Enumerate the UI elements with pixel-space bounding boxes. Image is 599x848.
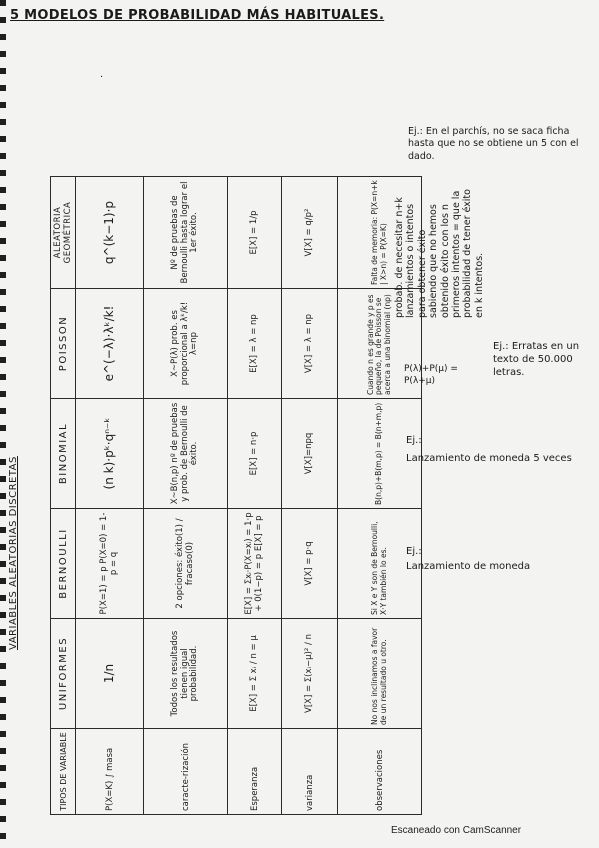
models-table — [50, 176, 422, 815]
scanner-watermark: Escaneado con CamScanner — [391, 825, 522, 836]
col-header: BINOMIAL — [51, 399, 76, 509]
row-header: Esperanza — [228, 729, 282, 815]
poisson-example-note: Ej.: Erratas en un texto de 50.000 letras. — [493, 341, 580, 378]
table-cell: B(n,p)+B(m,p) = B(n+m,p) — [338, 399, 422, 509]
table-cell: Cuando n es grande y p es pequeño, la de Poisson se acerca a una binomial (np) — [338, 289, 422, 399]
geometric-memory-note: probab. de necesitar n+k lanzamientos o intentos para obtener éxito sabiendo que no hemos obtenido éxito con los n primeros intentos = que la probabilidad de tener éxito en k intentos. — [394, 189, 485, 318]
section-title: VARIABLES ALEATORIAS DISCRETAS — [8, 456, 19, 650]
table-cell: q^(k−1)·p — [76, 177, 144, 289]
row-header: caracte-rización — [144, 729, 228, 815]
table-header-row — [51, 177, 76, 815]
table-cell: Todos los resultados tienen igual probabilidad. — [144, 619, 228, 729]
table-cell: E[X] = λ = np — [228, 289, 282, 399]
col-header: ALEATORIA GEOMÉTRICA — [51, 177, 76, 289]
table-cell: E[X] = Σxᵢ·P(X=xᵢ) = 1·p + 0(1−p) = p E[X] = p — [228, 509, 282, 619]
col-header: UNIFORMES — [51, 619, 76, 729]
table-cell: (n k)·pᵏ·qⁿ⁻ᵏ — [76, 399, 144, 509]
distribution-table — [50, 177, 417, 815]
table-cell: V[X]=npq — [282, 399, 338, 509]
binomial-example-label: Ej.: — [406, 435, 422, 446]
table-cell: 2 opciones: éxito(1) / fracaso(0) — [144, 509, 228, 619]
table-row — [76, 177, 144, 815]
table-row — [144, 177, 228, 815]
row-header: P(X=K) ∫ masa — [76, 729, 144, 815]
bernoulli-example-label: Ej.: — [406, 546, 422, 557]
table-row — [228, 177, 282, 815]
table-cell: V[X] = Σ(xᵢ−μ)² / n — [282, 619, 338, 729]
page-title: 5 MODELOS DE PROBABILIDAD MÁS HABITUALES. — [10, 8, 385, 23]
table-cell: V[X] = p·q — [282, 509, 338, 619]
col-header: BERNOULLI — [51, 509, 76, 619]
table-cell: V[X] = q/p² — [282, 177, 338, 289]
table-cell: Nº de pruebas de Bernoulli hasta lograr el 1er éxito. — [144, 177, 228, 289]
table-cell: E[X] = 1/p — [228, 177, 282, 289]
table-row — [282, 177, 338, 815]
pen-mark: · — [100, 72, 104, 83]
table-cell: 1/n — [76, 619, 144, 729]
table-cell: X~P(λ) prob. es proporcional a λᵏ/k! λ=np — [144, 289, 228, 399]
spiral-binding — [0, 0, 6, 848]
row-header: varianza — [282, 729, 338, 815]
parchis-example-note: Ej.: En el parchís, no se saca ficha hasta que no se obtiene un 5 con el dado. — [408, 126, 579, 162]
binomial-example-note: Lanzamiento de moneda 5 veces — [406, 453, 572, 464]
table-cell: No nos inclinamos a favor de un resultado u otro. — [338, 619, 422, 729]
col-header: POISSON — [51, 289, 76, 399]
table-cell: V[X] = λ = np — [282, 289, 338, 399]
table-cell: e^(−λ)·λᵏ/k! — [76, 289, 144, 399]
table-cell: P(X=1) = p P(X=0) = 1-p = q — [76, 509, 144, 619]
table-cell: Falta de memoria: P(X=n+k | X>n) = P(X=K) — [338, 177, 422, 289]
row-header: observaciones — [338, 729, 422, 815]
table-cell: E[X] = n·p — [228, 399, 282, 509]
table-cell: X~B(n,p) nº de pruebas y prob. de Bernoulli de éxito. — [144, 399, 228, 509]
table-cell: Si X e Y son de Bernoulli, X·Y también lo es. — [338, 509, 422, 619]
table-cell: E[X] = Σ xᵢ / n = μ — [228, 619, 282, 729]
bernoulli-example-note: Lanzamiento de moneda — [406, 561, 531, 572]
col-header: TIPOS DE VARIABLE — [51, 729, 76, 815]
poisson-sum-note: P(λ)+P(μ) = P(λ+μ) — [404, 364, 458, 386]
